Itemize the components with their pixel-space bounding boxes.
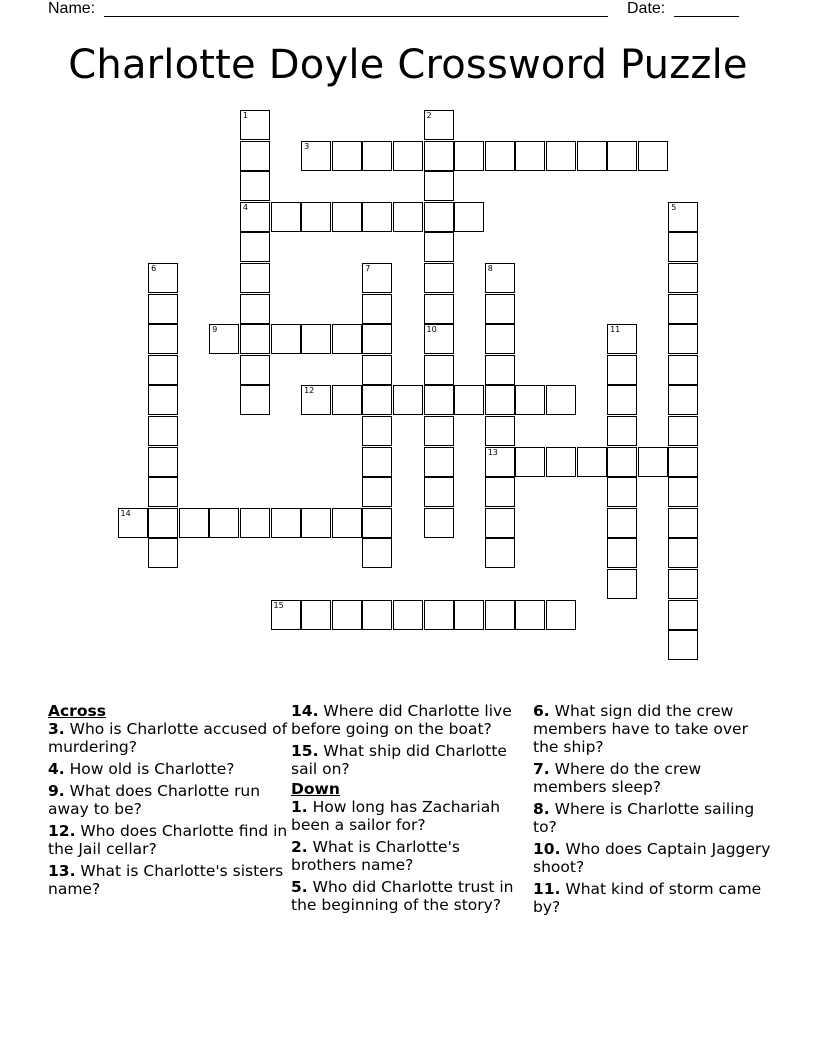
grid-cell[interactable] bbox=[485, 416, 515, 446]
grid-cell[interactable] bbox=[454, 385, 484, 415]
grid-cell[interactable] bbox=[271, 600, 301, 630]
grid-cell[interactable] bbox=[546, 447, 576, 477]
clue-number: 14 bbox=[120, 508, 131, 518]
grid-cell[interactable] bbox=[271, 324, 301, 354]
grid-cell[interactable] bbox=[362, 141, 392, 171]
grid-cell[interactable] bbox=[332, 385, 362, 415]
grid-cell[interactable] bbox=[668, 416, 698, 446]
grid-cell[interactable] bbox=[362, 447, 392, 477]
grid-cell[interactable] bbox=[668, 294, 698, 324]
grid-cell[interactable] bbox=[179, 508, 209, 538]
grid-cell[interactable] bbox=[301, 385, 331, 415]
grid-cell[interactable] bbox=[393, 202, 423, 232]
grid-cell[interactable] bbox=[454, 600, 484, 630]
grid-cell[interactable] bbox=[638, 447, 668, 477]
grid-cell[interactable] bbox=[668, 202, 698, 232]
grid-cell[interactable] bbox=[393, 600, 423, 630]
clue-number: 12 bbox=[304, 386, 315, 396]
grid-cell[interactable] bbox=[148, 355, 178, 385]
grid-cell[interactable] bbox=[546, 141, 576, 171]
grid-cell[interactable] bbox=[271, 202, 301, 232]
grid-cell[interactable] bbox=[515, 600, 545, 630]
clue-down-8: 8. Where is Charlotte sailing to? bbox=[533, 800, 755, 836]
grid-cell[interactable] bbox=[424, 447, 454, 477]
grid-cell[interactable] bbox=[362, 385, 392, 415]
grid-cell[interactable] bbox=[485, 141, 515, 171]
clue-across-13: 13. What is Charlotte's sisters name? bbox=[48, 862, 284, 898]
grid-cell[interactable] bbox=[301, 508, 331, 538]
grid-cell[interactable] bbox=[485, 294, 515, 324]
clue-number: 7 bbox=[365, 264, 371, 273]
grid-cell[interactable] bbox=[485, 447, 515, 477]
grid-cell[interactable] bbox=[362, 416, 392, 446]
grid-cell[interactable] bbox=[362, 538, 392, 568]
grid-cell[interactable] bbox=[240, 263, 270, 293]
grid-cell[interactable] bbox=[424, 263, 454, 293]
clue-down-6: 6. What sign did the crew members have to take over the ship? bbox=[533, 702, 748, 756]
grid-cell[interactable] bbox=[362, 600, 392, 630]
grid-cell[interactable] bbox=[668, 324, 698, 354]
clue-number: 9 bbox=[212, 325, 218, 335]
grid-cell[interactable] bbox=[148, 416, 178, 446]
grid-cell[interactable] bbox=[424, 385, 454, 415]
clue-across-14: 14. Where did Charlotte live before going on the boat? bbox=[291, 702, 512, 738]
grid-cell[interactable] bbox=[607, 477, 637, 507]
grid-cell[interactable] bbox=[362, 355, 392, 385]
grid-cell[interactable] bbox=[301, 600, 331, 630]
grid-cell[interactable] bbox=[148, 324, 178, 354]
grid-cell[interactable] bbox=[607, 569, 637, 599]
grid-cell[interactable] bbox=[668, 569, 698, 599]
grid-cell[interactable] bbox=[332, 600, 362, 630]
grid-cell[interactable] bbox=[607, 447, 637, 477]
grid-cell[interactable] bbox=[301, 141, 331, 171]
clue-number: 11 bbox=[610, 325, 621, 335]
grid-cell[interactable] bbox=[515, 447, 545, 477]
grid-cell[interactable] bbox=[607, 538, 637, 568]
clue-number: 5 bbox=[671, 202, 677, 212]
clue-across-4: 4. How old is Charlotte? bbox=[48, 760, 235, 778]
grid-cell[interactable] bbox=[332, 202, 362, 232]
grid-cell[interactable] bbox=[118, 508, 148, 538]
grid-cell[interactable] bbox=[515, 141, 545, 171]
grid-cell[interactable] bbox=[485, 324, 515, 354]
name-label: Name: bbox=[48, 0, 96, 17]
grid-cell[interactable] bbox=[393, 141, 423, 171]
clue-down-5: 5. Who did Charlotte trust in the beginning of the story? bbox=[291, 878, 514, 914]
grid-cell[interactable] bbox=[240, 355, 270, 385]
grid-cell[interactable] bbox=[668, 538, 698, 568]
grid-cell[interactable] bbox=[485, 538, 515, 568]
grid-cell[interactable] bbox=[209, 508, 239, 538]
grid-cell[interactable] bbox=[301, 202, 331, 232]
grid-cell[interactable] bbox=[240, 171, 270, 201]
grid-cell[interactable] bbox=[485, 600, 515, 630]
grid-cell[interactable] bbox=[485, 508, 515, 538]
grid-cell[interactable] bbox=[577, 141, 607, 171]
grid-cell[interactable] bbox=[332, 324, 362, 354]
grid-cell[interactable] bbox=[485, 263, 515, 293]
grid-cell[interactable] bbox=[209, 324, 239, 354]
grid-cell[interactable] bbox=[668, 477, 698, 507]
grid-cell[interactable] bbox=[362, 477, 392, 507]
grid-cell[interactable] bbox=[607, 324, 637, 354]
grid-cell[interactable] bbox=[607, 141, 637, 171]
grid-cell[interactable] bbox=[332, 508, 362, 538]
grid-cell[interactable] bbox=[424, 141, 454, 171]
grid-cell[interactable] bbox=[362, 202, 392, 232]
grid-cell[interactable] bbox=[424, 508, 454, 538]
clue-down-2: 2. What is Charlotte's brothers name? bbox=[291, 838, 460, 874]
clue-number: 1 bbox=[242, 111, 248, 120]
grid-cell[interactable] bbox=[485, 385, 515, 415]
clue-down-1: 1. How long has Zachariah been a sailor for? bbox=[291, 798, 501, 834]
clue-number: 13 bbox=[487, 447, 498, 457]
clue-across-9: 9. What does Charlotte run away to be? bbox=[48, 782, 261, 818]
grid-cell[interactable] bbox=[668, 447, 698, 477]
grid-cell[interactable] bbox=[546, 600, 576, 630]
clues-column-3 bbox=[533, 702, 773, 920]
grid-cell[interactable] bbox=[607, 508, 637, 538]
grid-cell[interactable] bbox=[424, 355, 454, 385]
grid-cell[interactable] bbox=[668, 630, 698, 660]
across-heading: Across bbox=[48, 702, 106, 720]
grid-cell[interactable] bbox=[424, 416, 454, 446]
grid-cell[interactable] bbox=[454, 202, 484, 232]
grid-cell[interactable] bbox=[607, 416, 637, 446]
grid-cell[interactable] bbox=[148, 385, 178, 415]
grid-cell[interactable] bbox=[240, 202, 270, 232]
clue-across-15: 15. What ship did Charlotte sail on? bbox=[291, 742, 507, 778]
clue-down-11: 11. What kind of storm came by? bbox=[533, 880, 762, 916]
grid-cell[interactable] bbox=[668, 232, 698, 262]
grid-cell[interactable] bbox=[668, 355, 698, 385]
grid-cell[interactable] bbox=[668, 600, 698, 630]
grid-cell[interactable] bbox=[424, 324, 454, 354]
clue-down-10: 10. Who does Captain Jaggery shoot? bbox=[533, 840, 771, 876]
down-heading: Down bbox=[291, 780, 340, 798]
clue-number: 3 bbox=[304, 141, 310, 151]
grid-cell[interactable] bbox=[148, 447, 178, 477]
date-label: Date: bbox=[627, 0, 666, 17]
grid-cell[interactable] bbox=[515, 385, 545, 415]
grid-cell[interactable] bbox=[240, 294, 270, 324]
grid-cell[interactable] bbox=[424, 202, 454, 232]
clue-number: 8 bbox=[487, 264, 493, 273]
grid-cell[interactable] bbox=[362, 508, 392, 538]
grid-cell[interactable] bbox=[424, 294, 454, 324]
clue-number: 15 bbox=[273, 600, 284, 610]
grid-cell[interactable] bbox=[393, 385, 423, 415]
grid-cell[interactable] bbox=[485, 355, 515, 385]
grid-cell[interactable] bbox=[148, 477, 178, 507]
grid-cell[interactable] bbox=[424, 600, 454, 630]
grid-cell[interactable] bbox=[148, 263, 178, 293]
clue-down-7: 7. Where do the crew members sleep? bbox=[533, 760, 702, 796]
clue-number: 2 bbox=[426, 111, 432, 120]
grid-cell[interactable] bbox=[240, 385, 270, 415]
grid-cell[interactable] bbox=[148, 538, 178, 568]
clue-number: 6 bbox=[151, 264, 157, 273]
grid-cell[interactable] bbox=[607, 385, 637, 415]
page-title: Charlotte Doyle Crossword Puzzle bbox=[68, 42, 748, 88]
grid-cell[interactable] bbox=[424, 171, 454, 201]
clues-column-1 bbox=[48, 702, 288, 902]
grid-cell[interactable] bbox=[362, 294, 392, 324]
grid-cell[interactable] bbox=[668, 508, 698, 538]
grid-cell[interactable] bbox=[240, 232, 270, 262]
grid-cell[interactable] bbox=[424, 232, 454, 262]
grid-cell[interactable] bbox=[271, 508, 301, 538]
clue-across-3: 3. Who is Charlotte accused of murdering? bbox=[48, 720, 288, 756]
grid-cell[interactable] bbox=[424, 477, 454, 507]
grid-cell[interactable] bbox=[424, 110, 454, 140]
grid-cell[interactable] bbox=[240, 110, 270, 140]
clue-number: 4 bbox=[242, 202, 248, 212]
grid-cell[interactable] bbox=[148, 508, 178, 538]
clue-number: 10 bbox=[426, 325, 437, 335]
grid-cell[interactable] bbox=[240, 508, 270, 538]
grid-cell[interactable] bbox=[638, 141, 668, 171]
grid-cell[interactable] bbox=[454, 141, 484, 171]
grid-cell[interactable] bbox=[485, 477, 515, 507]
grid-cell[interactable] bbox=[362, 324, 392, 354]
clues-column-2 bbox=[291, 702, 526, 918]
grid-cell[interactable] bbox=[546, 385, 576, 415]
grid-cell[interactable] bbox=[362, 263, 392, 293]
grid-cell[interactable] bbox=[332, 141, 362, 171]
grid-cell[interactable] bbox=[577, 447, 607, 477]
grid-cell[interactable] bbox=[668, 263, 698, 293]
grid-cell[interactable] bbox=[240, 141, 270, 171]
grid-cell[interactable] bbox=[301, 324, 331, 354]
grid-cell[interactable] bbox=[148, 294, 178, 324]
clue-across-12: 12. Who does Charlotte find in the Jail cellar? bbox=[48, 822, 288, 858]
grid-cell[interactable] bbox=[240, 324, 270, 354]
grid-cell[interactable] bbox=[607, 355, 637, 385]
grid-cell[interactable] bbox=[668, 385, 698, 415]
